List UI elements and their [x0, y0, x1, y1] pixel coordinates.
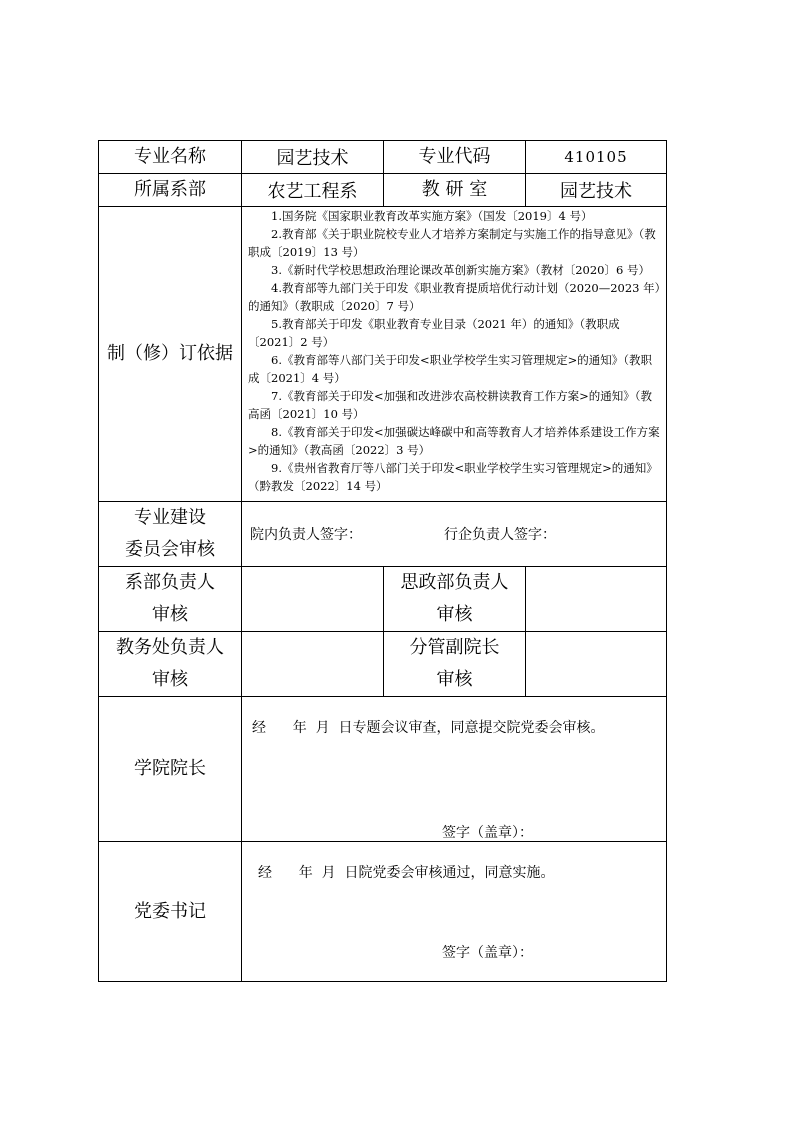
- committee-signatures: [242, 502, 667, 567]
- basis-item: 5.教育部关于印发《职业教育专业目录（2021 年）的通知》（教职成〔2021〕2 号）: [248, 317, 620, 349]
- row-president: [99, 697, 667, 842]
- basis-label: 制（修）订依据: [99, 207, 242, 502]
- ideology-review-line2: 审核: [436, 604, 473, 625]
- party-secretary-label: 党委书记: [99, 842, 242, 982]
- major-name-label: 专业名称: [99, 141, 242, 174]
- inner-sign-label: 院内负责人签字：: [250, 527, 362, 543]
- basis-item: 3.《新时代学校思想政治理论课改革创新实施方案》（教材〔2020〕6 号）: [271, 263, 650, 277]
- ideology-review-label: [384, 567, 526, 632]
- basis-item: 1.国务院《国家职业教育改革实施方案》（国发〔2019〕4 号）: [271, 209, 593, 223]
- president-approval: [242, 697, 667, 842]
- department-value: 农艺工程系: [242, 174, 384, 207]
- basis-item: 8.《教育部关于印发<加强碳达峰碳中和高等教育人才培养体系建设工作方案>的通知》（教高函〔2022〕3 号）: [248, 425, 660, 457]
- approval-form-table: [98, 140, 667, 982]
- party-approval-text: 经 年 月 日院党委会审核通过，同意实施。: [258, 865, 555, 881]
- academic-review-field[interactable]: [242, 632, 384, 697]
- dept-review-field[interactable]: [242, 567, 384, 632]
- department-label: 所属系部: [99, 174, 242, 207]
- section-label: 教 研 室: [384, 174, 526, 207]
- basis-item: 9.《贵州省教育厅等八部门关于印发<职业学校学生实习管理规定>的通知》（黔教发〔2022〕14 号）: [248, 461, 658, 493]
- ideology-review-field[interactable]: [526, 567, 667, 632]
- committee-label: [99, 502, 242, 567]
- dept-review-line2: 审核: [152, 604, 188, 625]
- row-committee: [99, 502, 667, 567]
- major-name-value: 园艺技术: [242, 141, 384, 174]
- dept-review-line1: 系部负责人: [125, 572, 215, 593]
- row-dept-review: [99, 567, 667, 632]
- vice-president-label: [384, 632, 526, 697]
- basis-item: 4.教育部等九部门关于印发《职业教育提质培优行动计划（2020—2023 年）的通知》（教职成〔2020〕7 号）: [248, 281, 661, 313]
- president-approval-text: 经 年 月 日专题会议审查，同意提交院党委会审核。: [252, 720, 605, 736]
- academic-review-line2: 审核: [152, 669, 188, 690]
- academic-review-line1: 教务处负责人: [116, 637, 224, 658]
- row-basis: [99, 207, 667, 502]
- vice-president-field[interactable]: [526, 632, 667, 697]
- dept-review-label: [99, 567, 242, 632]
- committee-label-line1: 专业建设: [134, 507, 206, 528]
- basis-item: 6.《教育部等八部门关于印发<职业学校学生实习管理规定>的通知》（教职成〔2021〕4 号）: [248, 353, 652, 385]
- row-major-name: [99, 141, 667, 174]
- major-code-label: 专业代码: [384, 141, 526, 174]
- president-label: 学院院长: [99, 697, 242, 842]
- basis-list: [242, 207, 667, 502]
- row-academic-review: [99, 632, 667, 697]
- row-party-secretary: [99, 842, 667, 982]
- president-sign-label: 签字（盖章）：: [442, 825, 533, 841]
- party-approval: [242, 842, 667, 982]
- ideology-review-line1: 思政部负责人: [400, 572, 509, 593]
- section-value: 园艺技术: [526, 174, 667, 207]
- basis-item: 2.教育部《关于职业院校专业人才培养方案制定与实施工作的指导意见》（教职成〔2019〕13 号）: [248, 227, 656, 259]
- vice-president-line2: 审核: [436, 669, 473, 690]
- academic-review-label: [99, 632, 242, 697]
- party-sign-label: 签字（盖章）：: [442, 945, 533, 961]
- basis-item: 7.《教育部关于印发<加强和改进涉农高校耕读教育工作方案>的通知》（教高函〔2021〕10 号）: [248, 389, 652, 421]
- committee-label-line2: 委员会审核: [125, 539, 215, 560]
- industry-sign-label: 行企负责人签字：: [444, 527, 556, 543]
- vice-president-line1: 分管副院长: [409, 637, 500, 658]
- row-department: [99, 174, 667, 207]
- major-code-value: 410105: [526, 141, 667, 174]
